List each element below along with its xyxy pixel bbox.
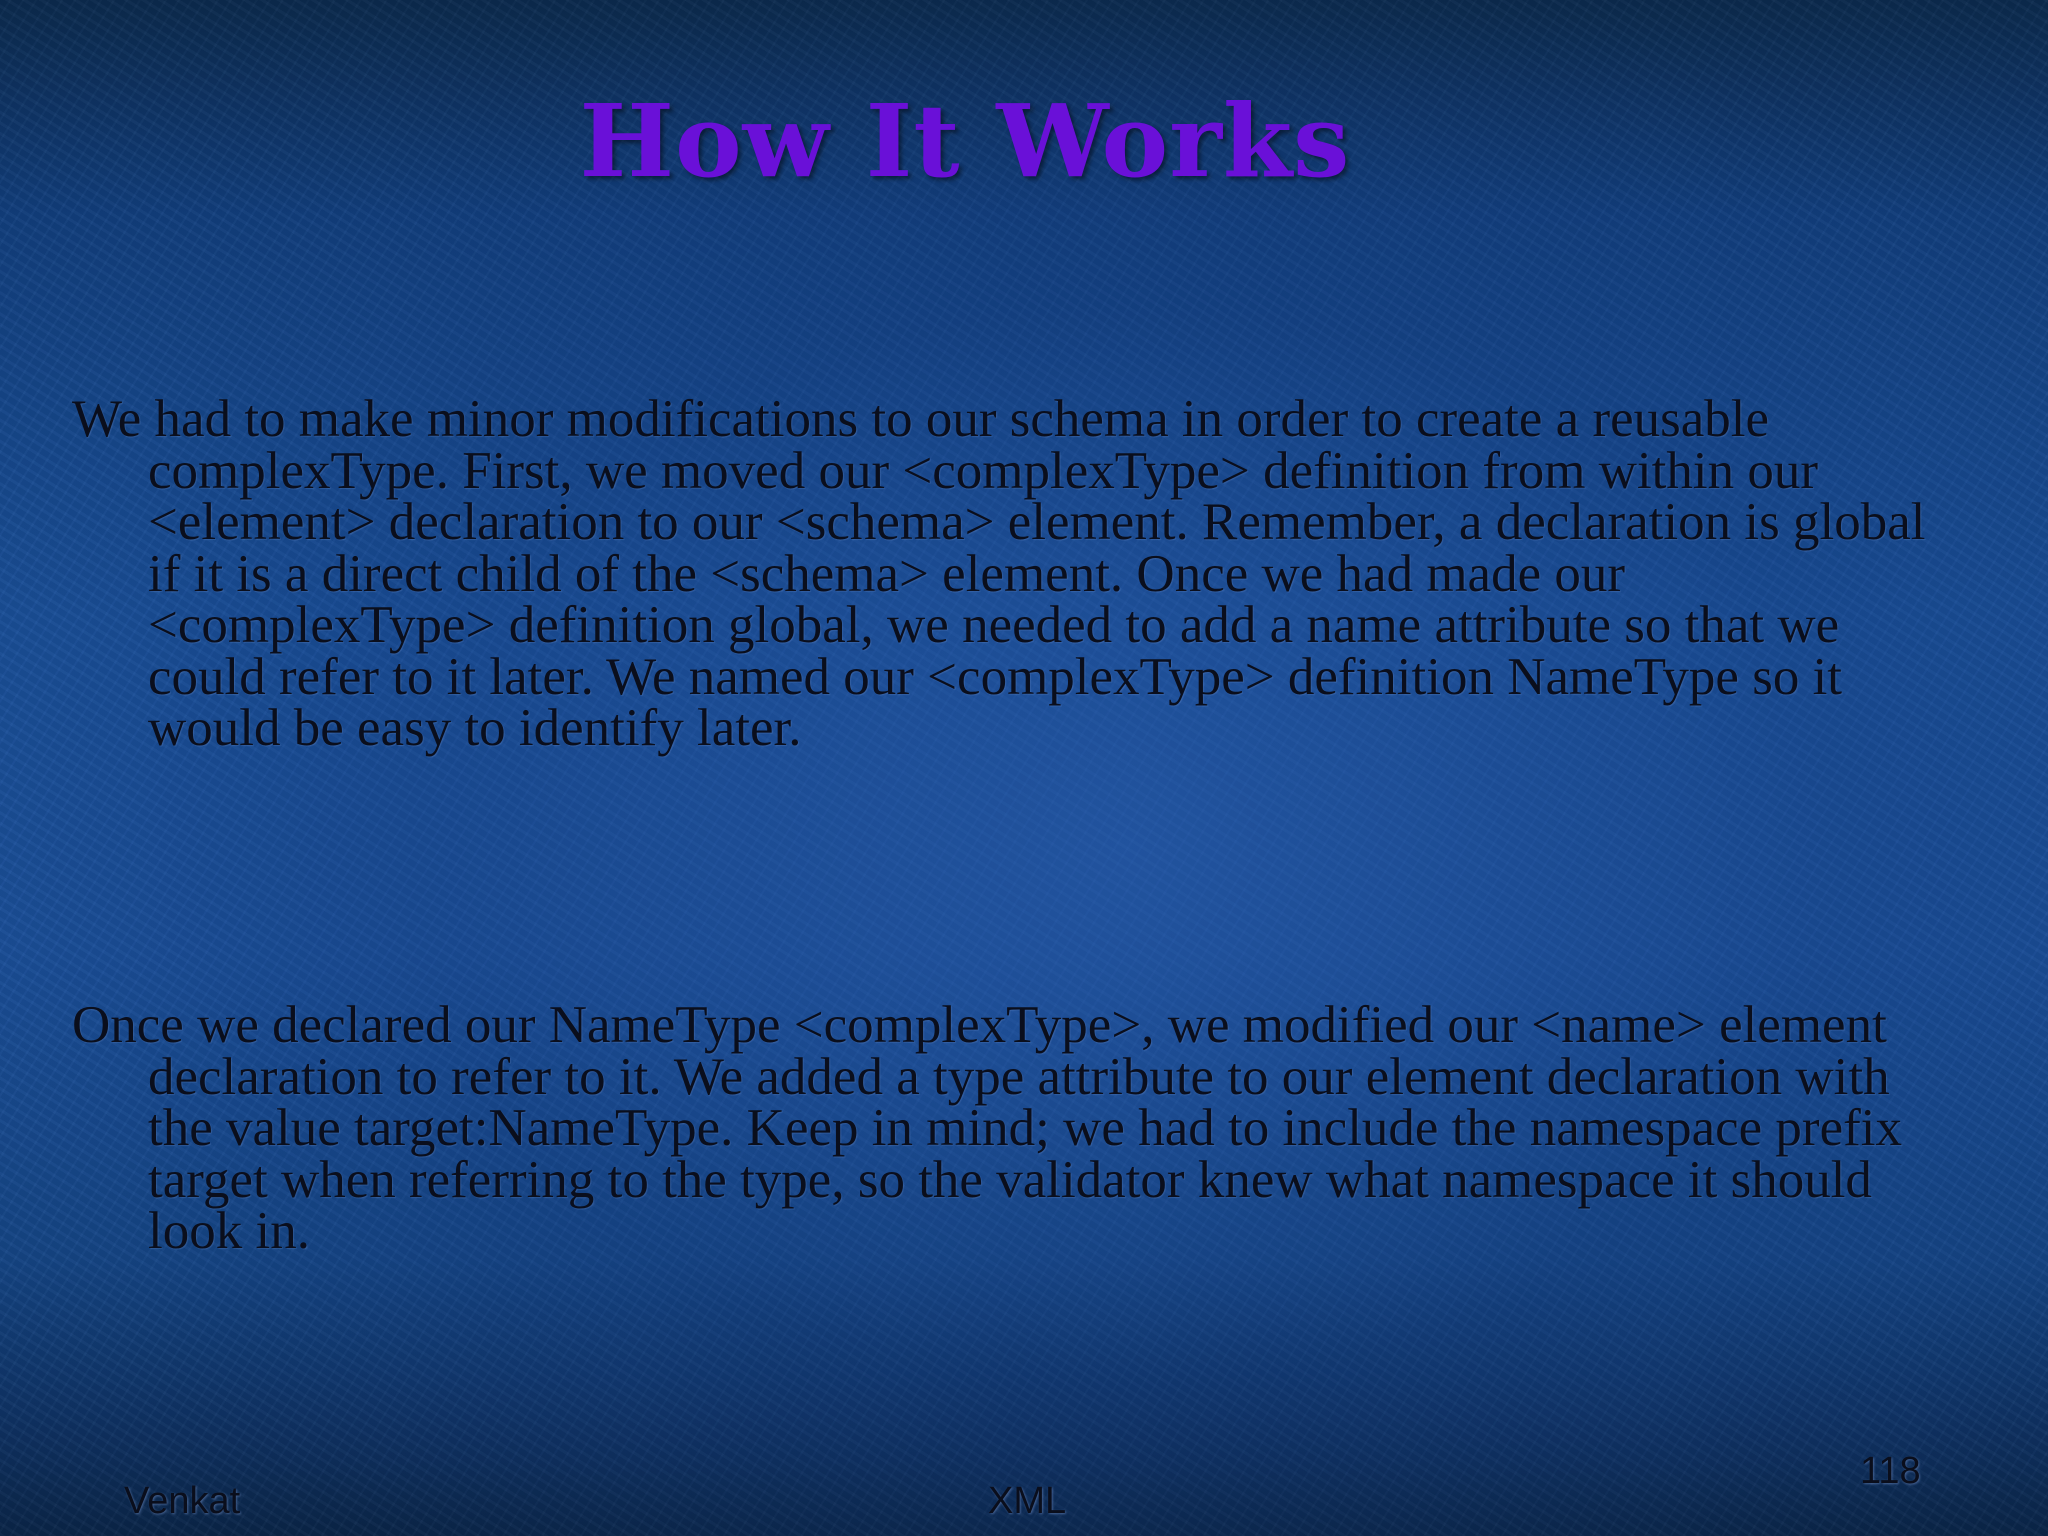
body-paragraph-2: Once we declared our NameType <complexType>, we modified our <name> element declaration to refer to it. We added a type attribute to our element declaration with the value target:NameType. Keep in mind; we had to include the namespace prefix target when referring to the type, so the validator knew what namespace it should look in.	[72, 996, 1902, 1260]
slide-title: How It Works	[579, 82, 1351, 200]
footer-topic: XML	[988, 1480, 1067, 1522]
slide-page-number: 118	[1860, 1450, 1921, 1492]
footer-author: Venkat	[124, 1480, 241, 1522]
body-paragraph-1: We had to make minor modifications to our schema in order to create a reusable complexType. First, we moved our <complexType> definition from within our <element> declaration to our <schema> element. Remember, a declaration is global if it is a direct child of the <schema> element. Once we had made our <complexType> definition global, we needed to add a name attribute so that we could refer to it later. We named our <complexType> definition NameType so it would be easy to identify later.	[72, 390, 1926, 757]
